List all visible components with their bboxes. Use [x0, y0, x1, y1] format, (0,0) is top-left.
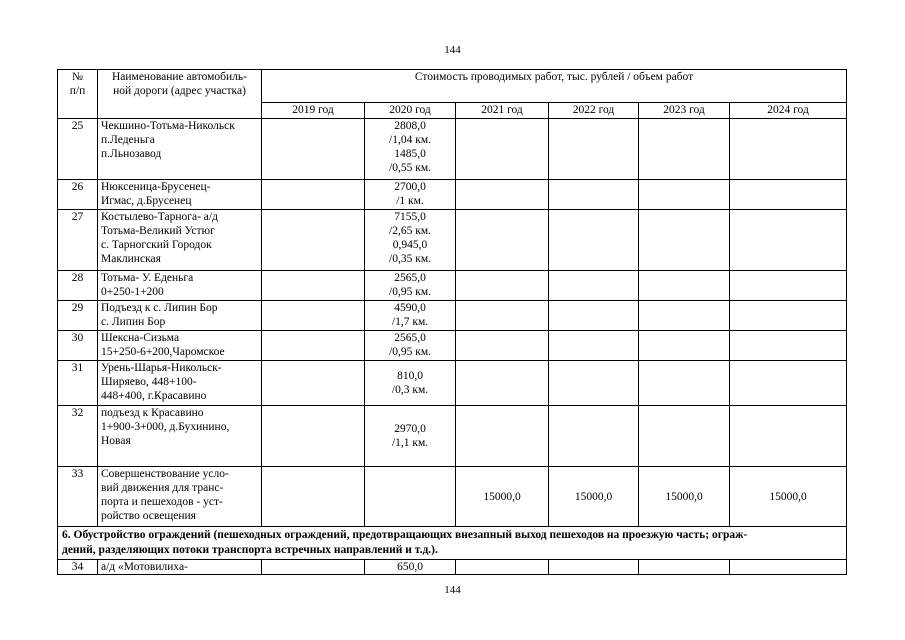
row-road-name: Тотьма- У. Еденьга 0+250-1+200	[98, 271, 262, 301]
header-year-2020: 2020 год	[365, 103, 456, 119]
row-cost-2024	[730, 406, 847, 467]
row-cost-2019	[262, 210, 365, 271]
row-road-name: подъезд к Красавино 1+900-3+000, д.Бухинино, Новая	[98, 406, 262, 467]
row-cost-2021	[456, 271, 549, 301]
page-number-top: 144	[444, 44, 461, 56]
row-num: 32	[58, 406, 98, 467]
row-cost-2023	[639, 210, 730, 271]
row-cost-2022	[549, 210, 639, 271]
row-road-name: Чекшино-Тотьма-Никольск п.Леденьга п.Льнозавод	[98, 119, 262, 180]
row-cost-2020	[365, 467, 456, 527]
row-cost-2023	[639, 331, 730, 361]
row-cost-2019	[262, 301, 365, 331]
table-row	[58, 119, 847, 180]
header-year-2021: 2021 год	[456, 103, 549, 119]
row-cost-2022	[549, 180, 639, 210]
header-year-2022: 2022 год	[549, 103, 639, 119]
header-num: № п/п	[58, 70, 98, 119]
row-road-name: Нюксеница-Брусенец- Игмас, д.Брусенец	[98, 180, 262, 210]
row-num: 28	[58, 271, 98, 301]
row-cost-2021	[456, 210, 549, 271]
row-cost-2022	[549, 560, 639, 575]
table-row	[58, 467, 847, 527]
row-cost-2022	[549, 361, 639, 406]
row-cost-2020: 2565,0 /0,95 км.	[365, 271, 456, 301]
row-cost-2022	[549, 119, 639, 180]
row-cost-2021	[456, 180, 549, 210]
header-road-name: Наименование автомобиль- ной дороги (адрес участка)	[98, 70, 262, 119]
row-cost-2022: 15000,0	[549, 467, 639, 527]
row-cost-2019	[262, 361, 365, 406]
row-num: 29	[58, 301, 98, 331]
row-cost-2023	[639, 361, 730, 406]
row-cost-2020: 650,0	[365, 560, 456, 575]
table-row	[58, 406, 847, 467]
row-num: 31	[58, 361, 98, 406]
row-cost-2024	[730, 119, 847, 180]
row-cost-2024: 15000,0	[730, 467, 847, 527]
row-cost-2023: 15000,0	[639, 467, 730, 527]
row-num: 33	[58, 467, 98, 527]
header-year-2024: 2024 год	[730, 103, 847, 119]
row-cost-2021	[456, 560, 549, 575]
row-cost-2019	[262, 331, 365, 361]
row-cost-2022	[549, 406, 639, 467]
row-cost-2020: 2808,0 /1,04 км. 1485,0 /0,55 км.	[365, 119, 456, 180]
row-cost-2019	[262, 406, 365, 467]
road-works-table	[57, 69, 847, 575]
row-num: 25	[58, 119, 98, 180]
table-row	[58, 301, 847, 331]
header-cost: Стоимость проводимых работ, тыс. рублей / объем работ	[262, 70, 847, 103]
row-cost-2019	[262, 560, 365, 575]
row-cost-2019	[262, 119, 365, 180]
table-row	[58, 210, 847, 271]
row-cost-2024	[730, 560, 847, 575]
row-cost-2023	[639, 180, 730, 210]
header-year-2019: 2019 год	[262, 103, 365, 119]
row-cost-2021	[456, 331, 549, 361]
page-number-bottom: 144	[444, 584, 461, 596]
row-road-name: Подъезд к с. Липин Бор с. Липин Бор	[98, 301, 262, 331]
row-cost-2019	[262, 467, 365, 527]
row-cost-2020: 7155,0 /2,65 км. 0,945,0 /0,35 км.	[365, 210, 456, 271]
row-cost-2022	[549, 331, 639, 361]
row-cost-2020: 4590,0 /1,7 км.	[365, 301, 456, 331]
row-road-name: Шексна-Сизьма 15+250-6+200,Чаромское	[98, 331, 262, 361]
row-cost-2024	[730, 210, 847, 271]
row-cost-2024	[730, 361, 847, 406]
table-row	[58, 560, 847, 575]
row-cost-2021	[456, 361, 549, 406]
row-cost-2024	[730, 271, 847, 301]
row-cost-2023	[639, 301, 730, 331]
row-cost-2024	[730, 301, 847, 331]
row-cost-2023	[639, 560, 730, 575]
row-road-name: Совершенствование усло- вий движения для транс- порта и пешеходов - уст- ройство освещения	[98, 467, 262, 527]
row-cost-2024	[730, 180, 847, 210]
table-row	[58, 271, 847, 301]
row-road-name: Костылево-Тарнога- а/д Тотьма-Великий Устюг с. Тарногский Городок Маклинская	[98, 210, 262, 271]
row-cost-2019	[262, 180, 365, 210]
header-year-2023: 2023 год	[639, 103, 730, 119]
row-cost-2021	[456, 119, 549, 180]
row-cost-2020: 2565,0 /0,95 км.	[365, 331, 456, 361]
row-cost-2023	[639, 119, 730, 180]
section-6-row	[58, 527, 847, 560]
table-row	[58, 361, 847, 406]
row-cost-2022	[549, 271, 639, 301]
section-6-heading: 6. Обустройство ограждений (пешеходных ограждений, предотвращающих внезапный выход пешеходов на проезжую часть; ограж- дений, разделяющих потоки транспорта встречных направлений и т.д.).	[58, 527, 847, 560]
row-cost-2023	[639, 271, 730, 301]
row-cost-2021	[456, 406, 549, 467]
row-cost-2020: 810,0 /0,3 км.	[365, 361, 456, 406]
row-road-name: Урень-Шарья-Никольск- Ширяево, 448+100- 448+400, г.Красавино	[98, 361, 262, 406]
row-cost-2021: 15000,0	[456, 467, 549, 527]
row-cost-2023	[639, 406, 730, 467]
row-road-name: а/д «Мотовилиха-	[98, 560, 262, 575]
row-num: 27	[58, 210, 98, 271]
row-cost-2020: 2970,0 /1,1 км.	[365, 406, 456, 467]
row-cost-2021	[456, 301, 549, 331]
row-num: 26	[58, 180, 98, 210]
row-cost-2020: 2700,0 /1 км.	[365, 180, 456, 210]
row-cost-2022	[549, 301, 639, 331]
table-row	[58, 331, 847, 361]
row-cost-2024	[730, 331, 847, 361]
row-num: 34	[58, 560, 98, 575]
row-num: 30	[58, 331, 98, 361]
table-row	[58, 180, 847, 210]
row-cost-2019	[262, 271, 365, 301]
